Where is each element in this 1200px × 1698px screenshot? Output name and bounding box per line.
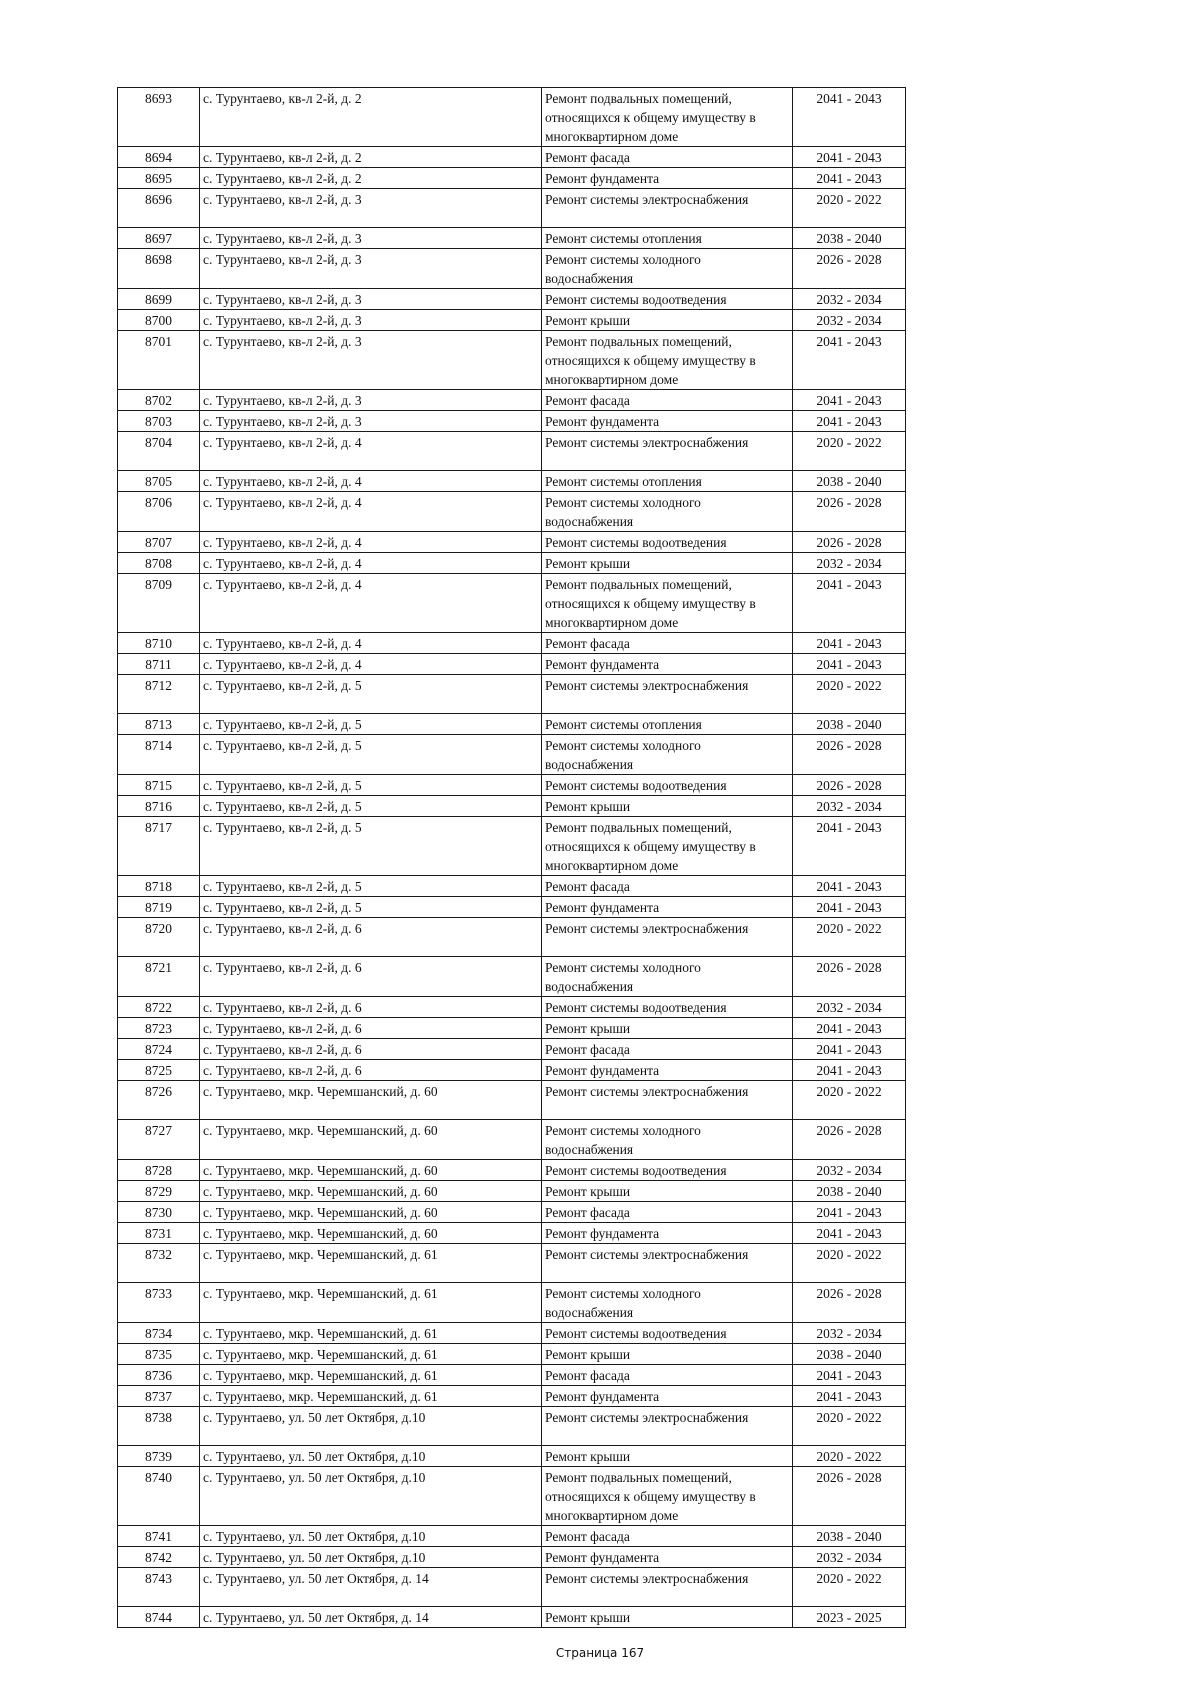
work-type-cell: Ремонт системы электроснабжения <box>542 432 793 471</box>
address-cell: с. Турунтаево, мкр. Черемшанский, д. 60 <box>200 1223 542 1244</box>
row-number: 8733 <box>118 1283 200 1323</box>
work-type-cell: Ремонт системы холодного водоснабжения <box>542 1120 793 1160</box>
address-cell: с. Турунтаево, кв-л 2-й, д. 2 <box>200 147 542 168</box>
table-row <box>118 147 906 168</box>
table-row <box>118 411 906 432</box>
address-cell: с. Турунтаево, кв-л 2-й, д. 4 <box>200 633 542 654</box>
work-type-cell: Ремонт системы холодного водоснабжения <box>542 249 793 289</box>
table-row <box>118 876 906 897</box>
row-number: 8738 <box>118 1407 200 1446</box>
row-number: 8715 <box>118 775 200 796</box>
table-row <box>118 1202 906 1223</box>
row-number: 8743 <box>118 1568 200 1607</box>
work-type-cell: Ремонт подвальных помещений, относящихся к общему имуществу в многоквартирном доме <box>542 331 793 390</box>
address-cell: с. Турунтаево, кв-л 2-й, д. 2 <box>200 88 542 147</box>
work-type-cell: Ремонт фасада <box>542 1526 793 1547</box>
work-type-cell: Ремонт фасада <box>542 1202 793 1223</box>
period-cell: 2020 - 2022 <box>793 1244 906 1283</box>
work-type-cell: Ремонт системы водоотведения <box>542 1323 793 1344</box>
work-type-cell: Ремонт крыши <box>542 310 793 331</box>
table-row <box>118 897 906 918</box>
period-cell: 2026 - 2028 <box>793 957 906 997</box>
table-row <box>118 675 906 714</box>
row-number: 8721 <box>118 957 200 997</box>
address-cell: с. Турунтаево, ул. 50 лет Октября, д.10 <box>200 1547 542 1568</box>
work-type-cell: Ремонт системы отопления <box>542 228 793 249</box>
table-row <box>118 88 906 147</box>
address-cell: с. Турунтаево, кв-л 2-й, д. 5 <box>200 714 542 735</box>
table-row <box>118 1160 906 1181</box>
work-type-cell: Ремонт крыши <box>542 796 793 817</box>
table-row <box>118 1283 906 1323</box>
address-cell: с. Турунтаево, кв-л 2-й, д. 3 <box>200 228 542 249</box>
work-type-cell: Ремонт фасада <box>542 876 793 897</box>
period-cell: 2020 - 2022 <box>793 1081 906 1120</box>
table-row <box>118 189 906 228</box>
table-row <box>118 817 906 876</box>
row-number: 8734 <box>118 1323 200 1344</box>
address-cell: с. Турунтаево, кв-л 2-й, д. 6 <box>200 997 542 1018</box>
period-cell: 2038 - 2040 <box>793 1181 906 1202</box>
work-type-cell: Ремонт системы электроснабжения <box>542 1081 793 1120</box>
period-cell: 2038 - 2040 <box>793 1344 906 1365</box>
row-number: 8730 <box>118 1202 200 1223</box>
work-type-cell: Ремонт фундамента <box>542 654 793 675</box>
address-cell: с. Турунтаево, ул. 50 лет Октября, д.10 <box>200 1407 542 1446</box>
row-number: 8693 <box>118 88 200 147</box>
work-type-cell: Ремонт системы электроснабжения <box>542 1407 793 1446</box>
table-row <box>118 1223 906 1244</box>
period-cell: 2041 - 2043 <box>793 897 906 918</box>
period-cell: 2041 - 2043 <box>793 88 906 147</box>
row-number: 8710 <box>118 633 200 654</box>
work-type-cell: Ремонт подвальных помещений, относящихся к общему имуществу в многоквартирном доме <box>542 1467 793 1526</box>
table-row <box>118 553 906 574</box>
work-type-cell: Ремонт системы электроснабжения <box>542 1568 793 1607</box>
address-cell: с. Турунтаево, кв-л 2-й, д. 6 <box>200 1039 542 1060</box>
period-cell: 2026 - 2028 <box>793 735 906 775</box>
row-number: 8729 <box>118 1181 200 1202</box>
table-row <box>118 1039 906 1060</box>
period-cell: 2026 - 2028 <box>793 249 906 289</box>
address-cell: с. Турунтаево, кв-л 2-й, д. 3 <box>200 289 542 310</box>
table-row <box>118 714 906 735</box>
work-type-cell: Ремонт системы водоотведения <box>542 997 793 1018</box>
row-number: 8736 <box>118 1365 200 1386</box>
row-number: 8727 <box>118 1120 200 1160</box>
period-cell: 2020 - 2022 <box>793 1568 906 1607</box>
work-type-cell: Ремонт фасада <box>542 390 793 411</box>
period-cell: 2023 - 2025 <box>793 1607 906 1628</box>
address-cell: с. Турунтаево, кв-л 2-й, д. 5 <box>200 775 542 796</box>
work-type-cell: Ремонт фундамента <box>542 1060 793 1081</box>
row-number: 8708 <box>118 553 200 574</box>
address-cell: с. Турунтаево, ул. 50 лет Октября, д.10 <box>200 1446 542 1467</box>
work-type-cell: Ремонт системы электроснабжения <box>542 189 793 228</box>
row-number: 8696 <box>118 189 200 228</box>
row-number: 8722 <box>118 997 200 1018</box>
address-cell: с. Турунтаево, ул. 50 лет Октября, д. 14 <box>200 1607 542 1628</box>
row-number: 8699 <box>118 289 200 310</box>
row-number: 8697 <box>118 228 200 249</box>
work-type-cell: Ремонт системы отопления <box>542 471 793 492</box>
address-cell: с. Турунтаево, кв-л 2-й, д. 3 <box>200 189 542 228</box>
table-row <box>118 1547 906 1568</box>
work-type-cell: Ремонт системы электроснабжения <box>542 1244 793 1283</box>
work-type-cell: Ремонт фундамента <box>542 897 793 918</box>
row-number: 8725 <box>118 1060 200 1081</box>
table-row <box>118 574 906 633</box>
period-cell: 2032 - 2034 <box>793 553 906 574</box>
work-type-cell: Ремонт системы электроснабжения <box>542 918 793 957</box>
period-cell: 2041 - 2043 <box>793 1060 906 1081</box>
address-cell: с. Турунтаево, кв-л 2-й, д. 3 <box>200 310 542 331</box>
table-row <box>118 432 906 471</box>
period-cell: 2026 - 2028 <box>793 532 906 553</box>
row-number: 8711 <box>118 654 200 675</box>
table-row <box>118 310 906 331</box>
address-cell: с. Турунтаево, кв-л 2-й, д. 3 <box>200 331 542 390</box>
address-cell: с. Турунтаево, кв-л 2-й, д. 4 <box>200 432 542 471</box>
period-cell: 2026 - 2028 <box>793 1120 906 1160</box>
period-cell: 2041 - 2043 <box>793 1365 906 1386</box>
table-row <box>118 997 906 1018</box>
period-cell: 2020 - 2022 <box>793 1407 906 1446</box>
address-cell: с. Турунтаево, кв-л 2-й, д. 3 <box>200 411 542 432</box>
period-cell: 2020 - 2022 <box>793 432 906 471</box>
row-number: 8742 <box>118 1547 200 1568</box>
address-cell: с. Турунтаево, ул. 50 лет Октября, д.10 <box>200 1526 542 1547</box>
row-number: 8698 <box>118 249 200 289</box>
work-type-cell: Ремонт фундамента <box>542 1547 793 1568</box>
address-cell: с. Турунтаево, мкр. Черемшанский, д. 60 <box>200 1202 542 1223</box>
work-type-cell: Ремонт системы холодного водоснабжения <box>542 957 793 997</box>
row-number: 8741 <box>118 1526 200 1547</box>
period-cell: 2041 - 2043 <box>793 1039 906 1060</box>
work-type-cell: Ремонт системы холодного водоснабжения <box>542 735 793 775</box>
address-cell: с. Турунтаево, ул. 50 лет Октября, д. 14 <box>200 1568 542 1607</box>
row-number: 8700 <box>118 310 200 331</box>
row-number: 8719 <box>118 897 200 918</box>
period-cell: 2038 - 2040 <box>793 228 906 249</box>
table-row <box>118 1081 906 1120</box>
row-number: 8737 <box>118 1386 200 1407</box>
address-cell: с. Турунтаево, кв-л 2-й, д. 5 <box>200 735 542 775</box>
work-type-cell: Ремонт фасада <box>542 147 793 168</box>
period-cell: 2041 - 2043 <box>793 390 906 411</box>
period-cell: 2032 - 2034 <box>793 1323 906 1344</box>
table-row <box>118 796 906 817</box>
address-cell: с. Турунтаево, мкр. Черемшанский, д. 60 <box>200 1120 542 1160</box>
period-cell: 2032 - 2034 <box>793 310 906 331</box>
period-cell: 2026 - 2028 <box>793 775 906 796</box>
address-cell: с. Турунтаево, мкр. Черемшанский, д. 60 <box>200 1181 542 1202</box>
work-type-cell: Ремонт крыши <box>542 553 793 574</box>
row-number: 8701 <box>118 331 200 390</box>
address-cell: с. Турунтаево, кв-л 2-й, д. 5 <box>200 897 542 918</box>
work-type-cell: Ремонт крыши <box>542 1018 793 1039</box>
table-row <box>118 633 906 654</box>
row-number: 8739 <box>118 1446 200 1467</box>
row-number: 8735 <box>118 1344 200 1365</box>
address-cell: с. Турунтаево, кв-л 2-й, д. 5 <box>200 876 542 897</box>
address-cell: с. Турунтаево, кв-л 2-й, д. 6 <box>200 1060 542 1081</box>
table-row <box>118 957 906 997</box>
row-number: 8720 <box>118 918 200 957</box>
table-row <box>118 331 906 390</box>
row-number: 8695 <box>118 168 200 189</box>
period-cell: 2020 - 2022 <box>793 675 906 714</box>
table-row <box>118 918 906 957</box>
row-number: 8714 <box>118 735 200 775</box>
work-type-cell: Ремонт фасада <box>542 633 793 654</box>
address-cell: с. Турунтаево, мкр. Черемшанский, д. 61 <box>200 1365 542 1386</box>
period-cell: 2041 - 2043 <box>793 1202 906 1223</box>
work-type-cell: Ремонт системы холодного водоснабжения <box>542 1283 793 1323</box>
work-type-cell: Ремонт подвальных помещений, относящихся к общему имуществу в многоквартирном доме <box>542 817 793 876</box>
table-row <box>118 390 906 411</box>
table-row <box>118 1323 906 1344</box>
period-cell: 2020 - 2022 <box>793 1446 906 1467</box>
row-number: 8716 <box>118 796 200 817</box>
address-cell: с. Турунтаево, кв-л 2-й, д. 5 <box>200 817 542 876</box>
row-number: 8723 <box>118 1018 200 1039</box>
period-cell: 2041 - 2043 <box>793 1386 906 1407</box>
period-cell: 2041 - 2043 <box>793 168 906 189</box>
work-type-cell: Ремонт крыши <box>542 1446 793 1467</box>
period-cell: 2041 - 2043 <box>793 147 906 168</box>
work-type-cell: Ремонт фасада <box>542 1039 793 1060</box>
period-cell: 2041 - 2043 <box>793 411 906 432</box>
table-row <box>118 735 906 775</box>
work-type-cell: Ремонт подвальных помещений, относящихся к общему имуществу в многоквартирном доме <box>542 574 793 633</box>
row-number: 8694 <box>118 147 200 168</box>
row-number: 8707 <box>118 532 200 553</box>
row-number: 8732 <box>118 1244 200 1283</box>
table-row <box>118 1244 906 1283</box>
row-number: 8744 <box>118 1607 200 1628</box>
page-number: Страница 167 <box>555 1646 645 1660</box>
work-type-cell: Ремонт крыши <box>542 1181 793 1202</box>
table-row <box>118 1568 906 1607</box>
address-cell: с. Турунтаево, кв-л 2-й, д. 2 <box>200 168 542 189</box>
period-cell: 2032 - 2034 <box>793 289 906 310</box>
table-body <box>118 88 906 1628</box>
period-cell: 2026 - 2028 <box>793 492 906 532</box>
work-type-cell: Ремонт системы водоотведения <box>542 289 793 310</box>
work-type-cell: Ремонт системы водоотведения <box>542 775 793 796</box>
address-cell: с. Турунтаево, кв-л 2-й, д. 6 <box>200 918 542 957</box>
work-type-cell: Ремонт подвальных помещений, относящихся к общему имуществу в многоквартирном доме <box>542 88 793 147</box>
table-row <box>118 249 906 289</box>
address-cell: с. Турунтаево, кв-л 2-й, д. 3 <box>200 249 542 289</box>
address-cell: с. Турунтаево, мкр. Черемшанский, д. 61 <box>200 1283 542 1323</box>
row-number: 8724 <box>118 1039 200 1060</box>
row-number: 8731 <box>118 1223 200 1244</box>
table-row <box>118 1607 906 1628</box>
work-type-cell: Ремонт системы отопления <box>542 714 793 735</box>
period-cell: 2026 - 2028 <box>793 1467 906 1526</box>
table-row <box>118 1407 906 1446</box>
work-type-cell: Ремонт системы водоотведения <box>542 532 793 553</box>
repair-schedule-table <box>117 87 906 1628</box>
period-cell: 2032 - 2034 <box>793 997 906 1018</box>
address-cell: с. Турунтаево, кв-л 2-й, д. 6 <box>200 957 542 997</box>
period-cell: 2041 - 2043 <box>793 654 906 675</box>
table-row <box>118 1526 906 1547</box>
work-type-cell: Ремонт фасада <box>542 1365 793 1386</box>
work-type-cell: Ремонт фундамента <box>542 1223 793 1244</box>
work-type-cell: Ремонт фундамента <box>542 1386 793 1407</box>
table-row <box>118 1060 906 1081</box>
address-cell: с. Турунтаево, кв-л 2-й, д. 5 <box>200 796 542 817</box>
period-cell: 2038 - 2040 <box>793 471 906 492</box>
address-cell: с. Турунтаево, кв-л 2-й, д. 4 <box>200 492 542 532</box>
row-number: 8709 <box>118 574 200 633</box>
period-cell: 2020 - 2022 <box>793 918 906 957</box>
period-cell: 2041 - 2043 <box>793 331 906 390</box>
table-row <box>118 471 906 492</box>
period-cell: 2038 - 2040 <box>793 1526 906 1547</box>
period-cell: 2041 - 2043 <box>793 574 906 633</box>
address-cell: с. Турунтаево, мкр. Черемшанский, д. 61 <box>200 1386 542 1407</box>
table-row <box>118 289 906 310</box>
row-number: 8726 <box>118 1081 200 1120</box>
table-row <box>118 1344 906 1365</box>
row-number: 8706 <box>118 492 200 532</box>
table-row <box>118 1467 906 1526</box>
row-number: 8728 <box>118 1160 200 1181</box>
address-cell: с. Турунтаево, мкр. Черемшанский, д. 61 <box>200 1244 542 1283</box>
period-cell: 2041 - 2043 <box>793 876 906 897</box>
period-cell: 2041 - 2043 <box>793 1223 906 1244</box>
address-cell: с. Турунтаево, мкр. Черемшанский, д. 60 <box>200 1160 542 1181</box>
table-row <box>118 1446 906 1467</box>
table-row <box>118 775 906 796</box>
address-cell: с. Турунтаево, кв-л 2-й, д. 4 <box>200 553 542 574</box>
table-row <box>118 1018 906 1039</box>
work-type-cell: Ремонт крыши <box>542 1344 793 1365</box>
table-row <box>118 1386 906 1407</box>
address-cell: с. Турунтаево, мкр. Черемшанский, д. 61 <box>200 1323 542 1344</box>
table-row <box>118 228 906 249</box>
work-type-cell: Ремонт системы холодного водоснабжения <box>542 492 793 532</box>
address-cell: с. Турунтаево, ул. 50 лет Октября, д.10 <box>200 1467 542 1526</box>
period-cell: 2026 - 2028 <box>793 1283 906 1323</box>
work-type-cell: Ремонт системы электроснабжения <box>542 675 793 714</box>
period-cell: 2041 - 2043 <box>793 817 906 876</box>
address-cell: с. Турунтаево, кв-л 2-й, д. 6 <box>200 1018 542 1039</box>
address-cell: с. Турунтаево, кв-л 2-й, д. 4 <box>200 654 542 675</box>
address-cell: с. Турунтаево, кв-л 2-й, д. 3 <box>200 390 542 411</box>
address-cell: с. Турунтаево, кв-л 2-й, д. 4 <box>200 574 542 633</box>
period-cell: 2041 - 2043 <box>793 633 906 654</box>
work-type-cell: Ремонт системы водоотведения <box>542 1160 793 1181</box>
work-type-cell: Ремонт фундамента <box>542 168 793 189</box>
period-cell: 2041 - 2043 <box>793 1018 906 1039</box>
table-row <box>118 168 906 189</box>
period-cell: 2020 - 2022 <box>793 189 906 228</box>
address-cell: с. Турунтаево, мкр. Черемшанский, д. 60 <box>200 1081 542 1120</box>
work-type-cell: Ремонт крыши <box>542 1607 793 1628</box>
address-cell: с. Турунтаево, мкр. Черемшанский, д. 61 <box>200 1344 542 1365</box>
row-number: 8713 <box>118 714 200 735</box>
period-cell: 2038 - 2040 <box>793 714 906 735</box>
address-cell: с. Турунтаево, кв-л 2-й, д. 4 <box>200 532 542 553</box>
table-row <box>118 1365 906 1386</box>
table-row <box>118 492 906 532</box>
row-number: 8703 <box>118 411 200 432</box>
row-number: 8704 <box>118 432 200 471</box>
row-number: 8740 <box>118 1467 200 1526</box>
row-number: 8717 <box>118 817 200 876</box>
table-row <box>118 1120 906 1160</box>
row-number: 8712 <box>118 675 200 714</box>
table-row <box>118 1181 906 1202</box>
table-row <box>118 654 906 675</box>
row-number: 8702 <box>118 390 200 411</box>
period-cell: 2032 - 2034 <box>793 1547 906 1568</box>
period-cell: 2032 - 2034 <box>793 796 906 817</box>
work-type-cell: Ремонт фундамента <box>542 411 793 432</box>
address-cell: с. Турунтаево, кв-л 2-й, д. 4 <box>200 471 542 492</box>
row-number: 8705 <box>118 471 200 492</box>
row-number: 8718 <box>118 876 200 897</box>
table-row <box>118 532 906 553</box>
period-cell: 2032 - 2034 <box>793 1160 906 1181</box>
address-cell: с. Турунтаево, кв-л 2-й, д. 5 <box>200 675 542 714</box>
